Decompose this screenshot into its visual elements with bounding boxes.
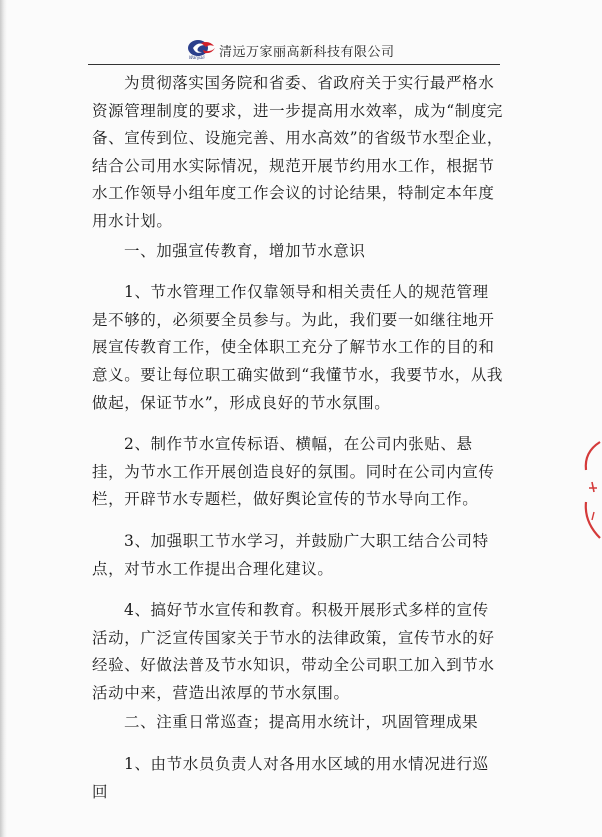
page-edge-shadow	[0, 0, 7, 837]
logo-caption: Wanjiali	[189, 55, 205, 60]
section1-paragraph-2: 2、制作节水宣传标语、横幅，在公司内张贴、悬挂，为节水工作开展创造良好的氛围。同时在公司内宣传栏，开辟节水专题栏，做好舆论宣传的节水导向工作。	[92, 435, 495, 509]
section2-paragraph-1: 1、由节水员负责人对各用水区域的用水情况进行巡回	[92, 755, 489, 801]
section1-paragraph-4: 4、搞好节水宣传和教育。积极开展形式多样的宣传活动，广泛宣传国家关于节水的法律政策，宣传节水的好经验、好做法普及节水知识，带动全公司职工加入到节水活动中来，营造出浓厚的节水氛围。	[92, 601, 495, 702]
document-body	[92, 70, 504, 806]
intro-paragraph: 为贯彻落实国务院和省委、省政府关于实行最严格水资源管理制度的要求，进一步提高用水效率，成为“制度完备、宣传到位、设施完善、用水高效”的省级节水型企业，结合公司用水实际情况，规范开展节约用水工作，根据节水工作领导小组年度工作会议的讨论结果，特制定本年度用水计划。	[92, 74, 504, 230]
section-heading-1: 一、加强宣传教育，增加节水意识	[124, 241, 366, 260]
section1-paragraph-1: 1、节水管理工作仅靠领导和相关责任人的规范管理是不够的，必须要全员参与。为此，我们要一如继往地开展宣传教育工作，使全体职工充分了解节水工作的目的和意义。要让每位职工确实做到“我懂节水，我要节水，从我做起，保证节水”，形成良好的节水氛围。	[92, 283, 504, 412]
section1-paragraph-3: 3、加强职工节水学习，并鼓励广大职工结合公司特点，对节水工作提出合理化建议。	[92, 531, 489, 578]
letterhead	[187, 38, 395, 62]
company-name: 清远万家丽高新科技有限公司	[219, 44, 395, 60]
header-divider	[88, 64, 500, 65]
red-seal-fragment-icon	[580, 438, 602, 548]
company-logo-icon	[187, 39, 217, 61]
section-heading-2: 二、注重日常巡查；提高用水统计，巩固管理成果	[124, 713, 479, 732]
